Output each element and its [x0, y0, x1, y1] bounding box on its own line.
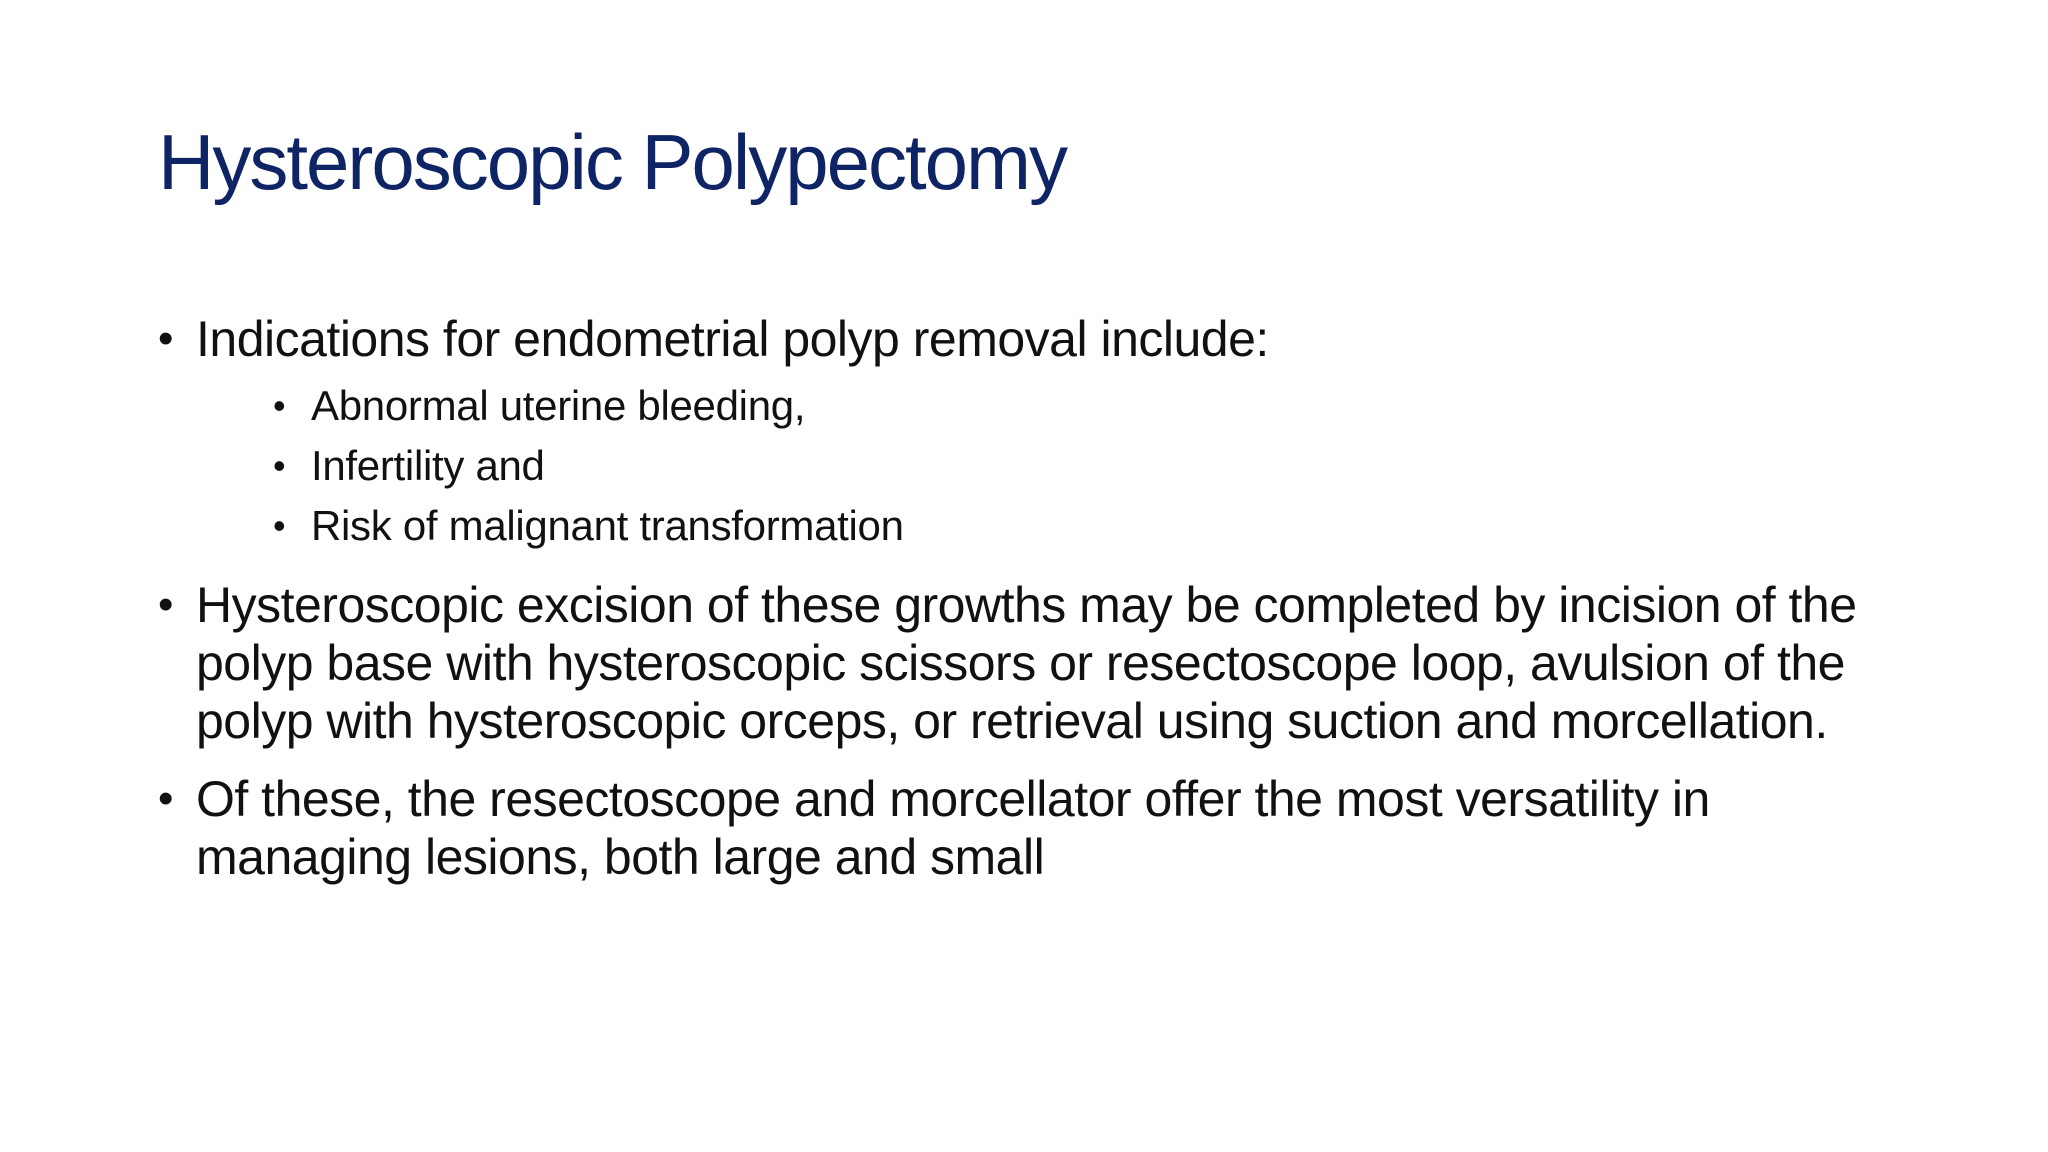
bullet-text: Hysteroscopic excision of these growths may be completed by incision of the polyp base with hysteroscopic scissors or resectoscope loop, avulsion of the polyp with hysteroscopic orceps, or retrieval using suction and morcellation. — [196, 577, 1857, 749]
bullet-list — [158, 310, 1918, 886]
slide-title: Hysteroscopic Polypectomy — [158, 118, 1067, 206]
slide-content — [158, 310, 1918, 906]
bullet-item-indications — [158, 310, 1918, 556]
sub-bullet-item: • Infertility and — [273, 436, 1918, 496]
bullet-item-versatility — [158, 770, 1918, 886]
bullet-text: Indications for endometrial polyp removal include: — [196, 311, 1269, 367]
sub-bullet-list — [196, 376, 1918, 556]
bullet-text: Of these, the resectoscope and morcellator offer the most versatility in managing lesions, both large and small — [196, 771, 1710, 885]
bullet-item-excision — [158, 576, 1918, 750]
sub-bullet-item: • Risk of malignant transformation — [273, 496, 1918, 556]
sub-bullet-item: • Abnormal uterine bleeding, — [273, 376, 1918, 436]
